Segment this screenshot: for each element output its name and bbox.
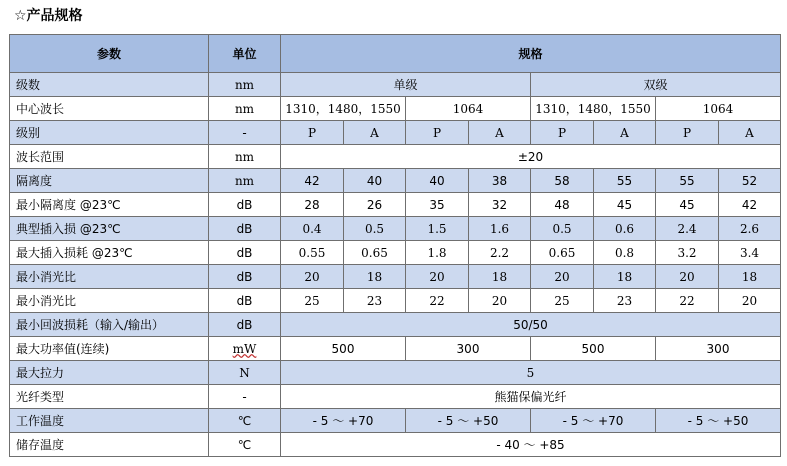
row-unit: ℃ <box>209 433 281 457</box>
row-unit: - <box>209 121 281 145</box>
cell: A <box>469 121 531 145</box>
table-row <box>10 433 781 457</box>
cell: P <box>531 121 594 145</box>
cell: - 5 ～ +50 <box>406 409 531 433</box>
cell: 20 <box>719 289 781 313</box>
row-label: 中心波长 <box>10 97 209 121</box>
cell: - 40 ～ +85 <box>281 433 781 457</box>
cell: A <box>594 121 656 145</box>
cell: 18 <box>344 265 406 289</box>
cell: 20 <box>406 265 469 289</box>
header-spec: 规格 <box>281 35 781 73</box>
cell: - 5 ～ +70 <box>281 409 406 433</box>
unit-text: mW <box>232 341 257 356</box>
cell: 20 <box>531 265 594 289</box>
page-title: ☆产品规格 <box>14 8 83 24</box>
cell: A <box>344 121 406 145</box>
table-row <box>10 289 781 313</box>
cell: 3.2 <box>656 241 719 265</box>
cell: 55 <box>656 169 719 193</box>
table-row <box>10 313 781 337</box>
row-label: 最大拉力 <box>10 361 209 385</box>
cell: 0.65 <box>531 241 594 265</box>
row-unit: nm <box>209 97 281 121</box>
cell: 2.6 <box>719 217 781 241</box>
cell: 48 <box>531 193 594 217</box>
cell: ±20 <box>281 145 781 169</box>
cell: 52 <box>719 169 781 193</box>
row-unit: nm <box>209 169 281 193</box>
row-label: 最小隔离度 @23℃ <box>10 193 209 217</box>
table-row <box>10 121 781 145</box>
row-label: 储存温度 <box>10 433 209 457</box>
cell: 20 <box>469 289 531 313</box>
cell: 23 <box>344 289 406 313</box>
table-row <box>10 241 781 265</box>
row-unit: ℃ <box>209 409 281 433</box>
cell: 500 <box>281 337 406 361</box>
cell: 0.6 <box>594 217 656 241</box>
cell: 0.65 <box>344 241 406 265</box>
row-unit: dB <box>209 217 281 241</box>
cell: 42 <box>719 193 781 217</box>
row-label: 典型插入损 @23℃ <box>10 217 209 241</box>
cell: 22 <box>406 289 469 313</box>
cell: 35 <box>406 193 469 217</box>
table-row <box>10 265 781 289</box>
cell: A <box>719 121 781 145</box>
table-row <box>10 145 781 169</box>
cell: 0.8 <box>594 241 656 265</box>
cell: 300 <box>656 337 781 361</box>
cell: 50/50 <box>281 313 781 337</box>
cell: 双级 <box>531 73 781 97</box>
cell: 18 <box>594 265 656 289</box>
table-row <box>10 193 781 217</box>
row-unit: dB <box>209 241 281 265</box>
row-label: 隔离度 <box>10 169 209 193</box>
cell: 3.4 <box>719 241 781 265</box>
header-unit: 单位 <box>209 35 281 73</box>
cell: 42 <box>281 169 344 193</box>
table-row <box>10 409 781 433</box>
row-unit: dB <box>209 265 281 289</box>
table-row <box>10 97 781 121</box>
cell: 40 <box>344 169 406 193</box>
row-label: 最大功率值(连续) <box>10 337 209 361</box>
cell: 1064 <box>656 97 781 121</box>
cell: 1.8 <box>406 241 469 265</box>
cell: 18 <box>469 265 531 289</box>
cell: 40 <box>406 169 469 193</box>
row-unit: dB <box>209 313 281 337</box>
cell: 1.6 <box>469 217 531 241</box>
cell: 58 <box>531 169 594 193</box>
row-unit <box>209 337 281 361</box>
table-row <box>10 217 781 241</box>
table-row <box>10 169 781 193</box>
row-label: 光纤类型 <box>10 385 209 409</box>
row-label: 最小消光比 <box>10 265 209 289</box>
cell: 0.55 <box>281 241 344 265</box>
cell: 0.4 <box>281 217 344 241</box>
row-label: 级别 <box>10 121 209 145</box>
row-unit: - <box>209 385 281 409</box>
table-row <box>10 385 781 409</box>
cell: 18 <box>719 265 781 289</box>
cell: 55 <box>594 169 656 193</box>
spec-table <box>9 34 781 457</box>
cell: P <box>281 121 344 145</box>
cell: 20 <box>281 265 344 289</box>
row-label: 最小消光比 <box>10 289 209 313</box>
row-label: 最大插入损耗 @23℃ <box>10 241 209 265</box>
table-row <box>10 361 781 385</box>
table-row <box>10 73 781 97</box>
row-label: 工作温度 <box>10 409 209 433</box>
cell: 26 <box>344 193 406 217</box>
cell: P <box>406 121 469 145</box>
cell: 25 <box>531 289 594 313</box>
cell: 22 <box>656 289 719 313</box>
cell: 5 <box>281 361 781 385</box>
row-unit: dB <box>209 289 281 313</box>
table-row <box>10 337 781 361</box>
cell: 20 <box>656 265 719 289</box>
row-label: 最小回波损耗（输入/输出） <box>10 313 209 337</box>
row-unit: dB <box>209 193 281 217</box>
row-label: 级数 <box>10 73 209 97</box>
cell: - 5 ～ +70 <box>531 409 656 433</box>
cell: 32 <box>469 193 531 217</box>
cell: 2.2 <box>469 241 531 265</box>
header-row <box>10 35 781 73</box>
row-label: 波长范围 <box>10 145 209 169</box>
header-param: 参数 <box>10 35 209 73</box>
cell: 1310，1480，1550 <box>531 97 656 121</box>
cell: 1064 <box>406 97 531 121</box>
cell: 熊猫保偏光纤 <box>281 385 781 409</box>
cell: 500 <box>531 337 656 361</box>
cell: 45 <box>656 193 719 217</box>
cell: 300 <box>406 337 531 361</box>
row-unit: N <box>209 361 281 385</box>
cell: P <box>656 121 719 145</box>
cell: 45 <box>594 193 656 217</box>
cell: 单级 <box>281 73 531 97</box>
cell: 1310，1480，1550 <box>281 97 406 121</box>
cell: 2.4 <box>656 217 719 241</box>
cell: 38 <box>469 169 531 193</box>
cell: 1.5 <box>406 217 469 241</box>
row-unit: nm <box>209 145 281 169</box>
row-unit: nm <box>209 73 281 97</box>
cell: 0.5 <box>531 217 594 241</box>
cell: - 5 ～ +50 <box>656 409 781 433</box>
cell: 25 <box>281 289 344 313</box>
cell: 23 <box>594 289 656 313</box>
cell: 0.5 <box>344 217 406 241</box>
cell: 28 <box>281 193 344 217</box>
